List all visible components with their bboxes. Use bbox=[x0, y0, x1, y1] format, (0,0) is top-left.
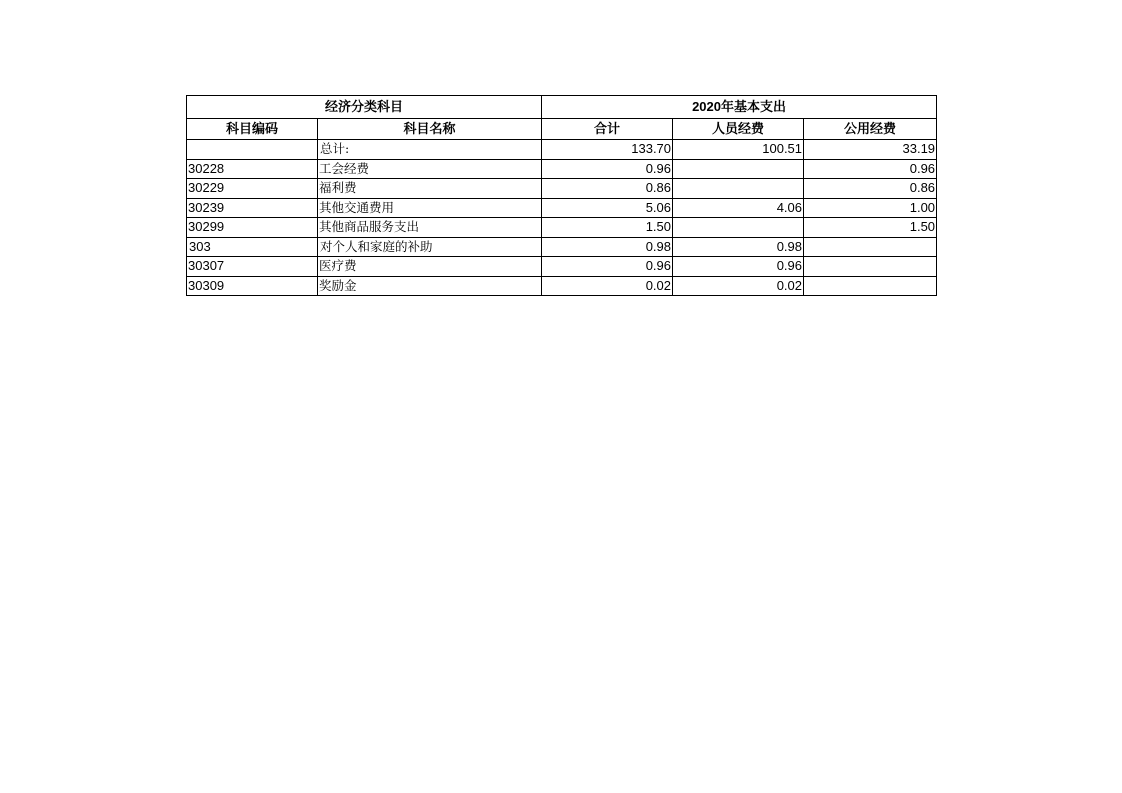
table-row bbox=[187, 276, 937, 296]
cell-total: 133.70 bbox=[542, 140, 673, 160]
cell-public: 1.50 bbox=[804, 218, 937, 238]
cell-total: 0.96 bbox=[542, 257, 673, 277]
cell-personnel bbox=[673, 218, 804, 238]
cell-public: 0.96 bbox=[804, 159, 937, 179]
header-code: 科目编码 bbox=[187, 119, 318, 140]
cell-personnel: 0.02 bbox=[673, 276, 804, 296]
cell-name: 其他商品服务支出 bbox=[318, 218, 542, 238]
header-personnel: 人员经费 bbox=[673, 119, 804, 140]
cell-code: 30307 bbox=[187, 257, 318, 277]
table-row bbox=[187, 218, 937, 238]
header-total: 合计 bbox=[542, 119, 673, 140]
cell-name: 奖励金 bbox=[318, 276, 542, 296]
cell-name: 其他交通费用 bbox=[318, 198, 542, 218]
cell-name: 对个人和家庭的补助 bbox=[318, 237, 542, 257]
cell-total: 5.06 bbox=[542, 198, 673, 218]
cell-total: 0.98 bbox=[542, 237, 673, 257]
cell-public bbox=[804, 237, 937, 257]
cell-code: 303 bbox=[187, 237, 318, 257]
group-header-row bbox=[187, 96, 937, 119]
cell-public: 1.00 bbox=[804, 198, 937, 218]
cell-personnel: 100.51 bbox=[673, 140, 804, 160]
cell-total: 0.96 bbox=[542, 159, 673, 179]
cell-code: 30228 bbox=[187, 159, 318, 179]
cell-code bbox=[187, 140, 318, 160]
cell-code: 30309 bbox=[187, 276, 318, 296]
cell-name: 医疗费 bbox=[318, 257, 542, 277]
cell-name: 总计: bbox=[318, 140, 542, 160]
table-row bbox=[187, 179, 937, 199]
table-row bbox=[187, 159, 937, 179]
budget-table bbox=[186, 95, 937, 296]
table-row bbox=[187, 257, 937, 277]
cell-code: 30299 bbox=[187, 218, 318, 238]
table-row-category bbox=[187, 237, 937, 257]
cell-public: 33.19 bbox=[804, 140, 937, 160]
cell-personnel: 0.98 bbox=[673, 237, 804, 257]
column-header-row bbox=[187, 119, 937, 140]
cell-total: 0.86 bbox=[542, 179, 673, 199]
cell-personnel bbox=[673, 179, 804, 199]
cell-public bbox=[804, 276, 937, 296]
cell-personnel: 0.96 bbox=[673, 257, 804, 277]
header-name: 科目名称 bbox=[318, 119, 542, 140]
cell-name: 工会经费 bbox=[318, 159, 542, 179]
cell-total: 1.50 bbox=[542, 218, 673, 238]
table-row-total bbox=[187, 140, 937, 160]
cell-code: 30239 bbox=[187, 198, 318, 218]
header-basic-expenditure-2020: 2020年基本支出 bbox=[542, 96, 937, 119]
cell-public: 0.86 bbox=[804, 179, 937, 199]
cell-public bbox=[804, 257, 937, 277]
header-economic-category: 经济分类科目 bbox=[187, 96, 542, 119]
cell-code: 30229 bbox=[187, 179, 318, 199]
table-row bbox=[187, 198, 937, 218]
cell-personnel bbox=[673, 159, 804, 179]
cell-personnel: 4.06 bbox=[673, 198, 804, 218]
cell-total: 0.02 bbox=[542, 276, 673, 296]
header-public: 公用经费 bbox=[804, 119, 937, 140]
cell-name: 福利费 bbox=[318, 179, 542, 199]
